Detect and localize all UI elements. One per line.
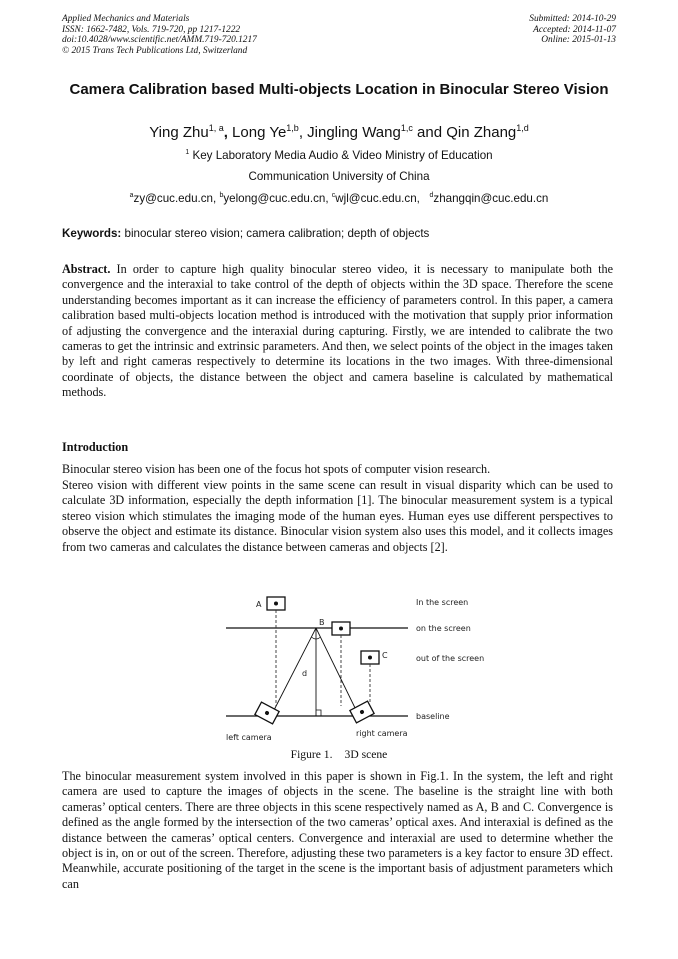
email-sup: a (129, 192, 134, 200)
keywords-text: binocular stereo vision; camera calibration; depth of objects (124, 227, 430, 240)
issn: ISSN: 1662-7482, Vols. 719-720, pp 1217-1222 (62, 24, 241, 35)
author-sup: 1,c (400, 123, 413, 133)
on-screen-label: on the screen (416, 624, 471, 633)
affiliation-sup: 1 (185, 149, 190, 157)
introduction-heading: Introduction (62, 440, 129, 454)
accepted-date: Accepted: 2014-11-07 (533, 24, 616, 35)
author-name: Jingling Wang (307, 124, 401, 141)
author-name: Long Ye (232, 124, 287, 141)
author-separator: , (223, 124, 233, 141)
email-list (62, 192, 616, 206)
author-name: Ying Zhu (149, 124, 209, 141)
left-camera-label: left camera (226, 733, 272, 742)
author-sup: 1,d (516, 123, 529, 133)
object-b-dot (339, 627, 343, 631)
keywords (62, 227, 616, 241)
affiliation-line1 (62, 149, 616, 163)
author-sup: 1,b (286, 123, 299, 133)
author-list (62, 123, 616, 143)
author-separator: and (412, 124, 447, 141)
author-name: Qin Zhang (446, 124, 517, 141)
doi: doi:10.4028/www.scientific.net/AMM.719-720.1217 (62, 35, 257, 46)
journal-name: Applied Mechanics and Materials (62, 14, 190, 24)
author-sup: 1, a (208, 123, 224, 133)
author-separator: , (298, 124, 308, 141)
object-a-label: A (256, 600, 262, 609)
right-angle-marker (316, 710, 321, 716)
left-optical-axis (272, 628, 316, 714)
email-address: wjl@cuc.edu.cn, (335, 192, 420, 205)
submitted-date: Submitted: 2014-10-29 (529, 14, 616, 24)
figure-caption-number: Figure 1. (290, 748, 333, 761)
right-camera-label: right camera (356, 729, 408, 738)
dates-header (529, 14, 616, 46)
affiliation-text: Key Laboratory Media Audio & Video Ministry of Education (192, 149, 493, 162)
figure-caption-text: 3D scene (344, 748, 388, 761)
abstract-text: In order to capture high quality binocular stereo video, it is necessary to manipulate both the convergence and the interaxial to take control of the depth of objects within the 3D space. Therefore the scene understanding becomes important as it can increase the efficiency of parameters control. In this paper, a camera calibration based multi-objects location method is introduced with the motivation that supply prior information of adjusting the convergence and the interaxial during capturing. Firstly, we are intended to calibrate the two cameras to get the intrinsic and extrinsic parameters. And then, we select points of the object in the images taken by left and right cameras respectively to determine its locations in the two images. With three-dimensional coordinate of objects, the distance between the object and camera baseline is calculated by mathematical methods. (62, 262, 613, 400)
email-sup: b (219, 192, 224, 200)
online-date: Online: 2015-01-13 (541, 35, 616, 46)
object-c-label: C (382, 651, 388, 660)
keywords-label: Keywords: (62, 227, 122, 240)
out-screen-label: out of the screen (416, 654, 485, 663)
figure-3d-scene (222, 588, 492, 748)
email-sup: c (331, 192, 336, 200)
journal-header (62, 14, 257, 56)
abstract (62, 262, 613, 401)
intro-paragraph-3: The binocular measurement system involved in this paper is shown in Fig.1. In the system, the left and right camera are used to capture the images of objects in the scene. The baseline is the straight line with both cameras’ optical centers. There are three objects in this scene respectively named as A, B and C. Convergence is defined as the angle formed by the intersection of the two cameras’ optical axes. And interaxial is defined as the distance between the cameras’ optical centers. Convergence and interaxial are used to determine whether the object is in, on or out of the screen. Therefore, adjusting these two parameters is a key factor to ensure 3D effect. Meanwhile, accurate positioning of the target in the scene is the important basis of adjustment parameters which can (62, 769, 613, 891)
object-b-label: B (319, 618, 325, 627)
email-address: yelong@cuc.edu.cn, (223, 192, 329, 205)
left-camera-icon (255, 702, 279, 724)
email-address: zy@cuc.edu.cn, (133, 192, 217, 205)
right-optical-axis (316, 628, 358, 714)
abstract-label: Abstract. (62, 262, 111, 276)
paper-title: Camera Calibration based Multi-objects Location in Binocular Stereo Vision (69, 81, 609, 98)
baseline-label: baseline (416, 712, 450, 721)
copyright: © 2015 Trans Tech Publications Ltd, Switzerland (62, 45, 248, 56)
intro-paragraph-1: Binocular stereo vision has been one of the focus hot spots of computer vision research. (62, 462, 491, 476)
in-screen-label: In the screen (416, 598, 469, 607)
figure-caption (62, 748, 616, 761)
email-address: zhangqin@cuc.edu.cn (433, 192, 549, 205)
intro-paragraph-2: Stereo vision with different view points in the same scene can result in visual disparity which can be used to calculate 3D information, especially the depth information [1]. The binocular measurement system is a typical stereo vision which stimulates the imaging mode of the human eyes. Human eyes use different perspectives to observe the object and estimate its distance. Binocular vision system also uses this model, and it collects images from two cameras and calculates the distance between cameras and objects [2]. (62, 478, 613, 554)
affiliation-line2: Communication University of China (248, 170, 430, 183)
email-sup: d (429, 192, 434, 200)
depth-label: d (302, 669, 308, 678)
object-a-dot (274, 602, 278, 606)
object-c-dot (368, 656, 372, 660)
